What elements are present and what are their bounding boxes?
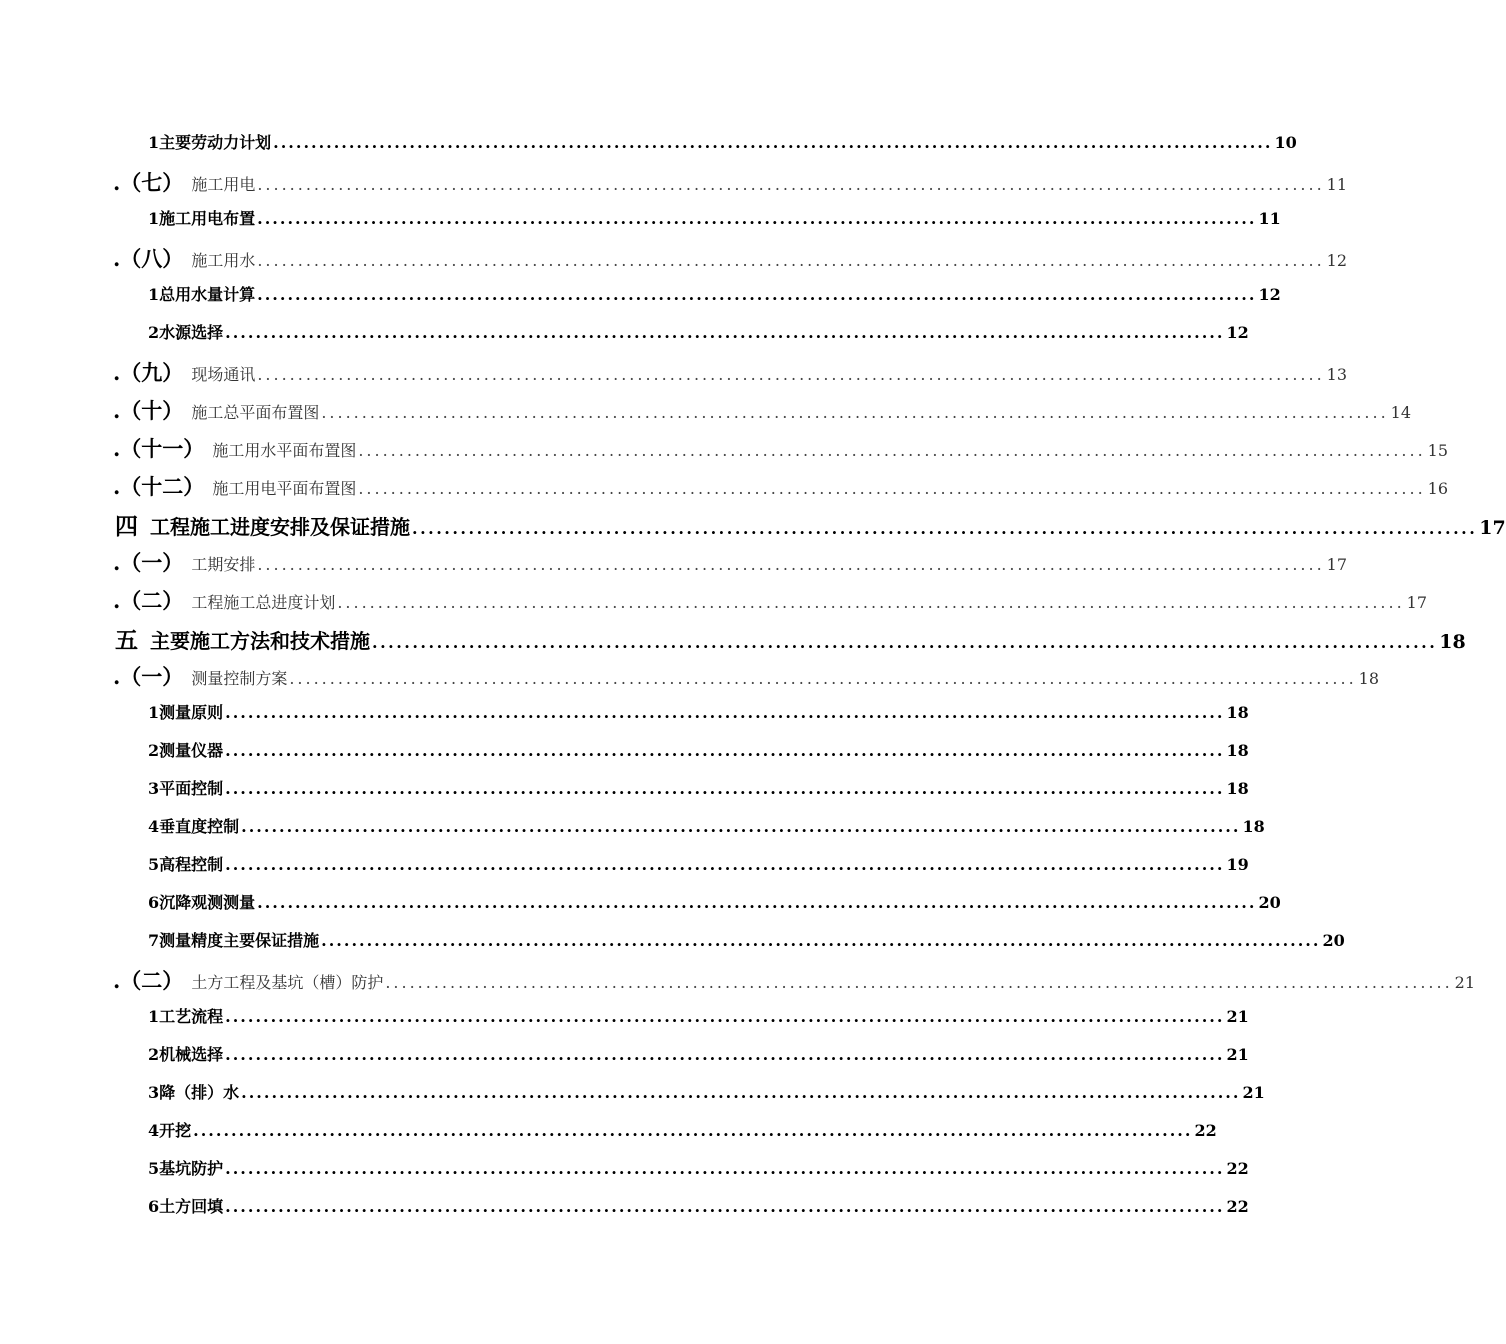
toc-leader: .................................................................................................................................... [241,1083,1241,1102]
toc-page-number: 18 [1226,703,1249,722]
toc-label: 施工用电平面布置图 [212,479,357,498]
toc-page-number: 16 [1427,479,1449,498]
toc-label: 降（排）水 [159,1083,240,1102]
toc-page-number: 21 [1454,973,1476,992]
toc-label: 开挖 [159,1121,192,1140]
toc-number: .（七） [113,170,184,195]
toc-leader: .................................................................................................................................... [358,479,1426,498]
toc-entry[interactable] [113,243,1348,273]
toc-leader: .................................................................................................................................... [225,1197,1225,1216]
toc-number: 2 [148,1045,160,1064]
toc-entry[interactable] [148,1080,1265,1103]
toc-entry[interactable] [148,928,1345,951]
toc-leader: .................................................................................................................................... [289,669,1357,688]
toc-page-number: 12 [1258,285,1281,304]
toc-page-number: 14 [1390,403,1412,422]
toc-leader: .................................................................................................................................... [257,365,1325,384]
toc-entry[interactable] [113,471,1449,501]
toc-entry[interactable] [113,433,1449,463]
toc-page-number: 22 [1226,1159,1249,1178]
toc-entry[interactable] [148,890,1281,913]
toc-label: 平面控制 [159,779,224,798]
toc-entry[interactable] [148,852,1249,875]
toc-number: 五 [115,627,138,654]
toc-entry[interactable] [113,661,1380,691]
toc-number: 1 [148,209,160,228]
toc-number: .（十一） [113,436,205,461]
toc-number: .（二） [113,588,184,613]
toc-page-number: 18 [1358,669,1380,688]
toc-number: .（八） [113,246,184,271]
toc-page-number: 22 [1194,1121,1217,1140]
toc-leader: .................................................................................................................................... [412,519,1478,538]
toc-page-number: 20 [1322,931,1345,950]
toc-page-number: 21 [1226,1045,1249,1064]
toc-page-number: 11 [1326,175,1348,194]
toc-number: 1 [148,1007,160,1026]
toc-leader: .................................................................................................................................... [225,1045,1225,1064]
toc-leader: .................................................................................................................................... [257,285,1257,304]
toc-label: 垂直度控制 [159,817,240,836]
toc-number: .（十二） [113,474,205,499]
toc-number: 1 [148,285,160,304]
toc-leader: .................................................................................................................................... [273,133,1273,152]
toc-page-number: 12 [1226,323,1249,342]
toc-label: 总用水量计算 [159,285,256,304]
toc-page-number: 18 [1242,817,1265,836]
toc-entry[interactable] [148,776,1249,799]
toc-number: 2 [148,741,160,760]
toc-number: .（九） [113,360,184,385]
toc-entry[interactable] [148,814,1265,837]
toc-entry[interactable] [148,700,1249,723]
toc-label: 施工用水平面布置图 [212,441,357,460]
toc-leader: .................................................................................................................................... [385,973,1453,992]
toc-entry[interactable] [113,547,1348,577]
toc-number: .（二） [113,968,184,993]
toc-label: 测量控制方案 [191,669,288,688]
toc-label: 工程施工总进度计划 [191,593,336,612]
toc-entry[interactable] [148,1042,1249,1065]
toc-page-number: 17 [1479,517,1506,539]
toc-leader: .................................................................................................................................... [257,555,1325,574]
toc-leader: .................................................................................................................................... [225,703,1225,722]
toc-entry[interactable] [148,1156,1249,1179]
toc-page-number: 21 [1242,1083,1265,1102]
toc-number: .（一） [113,550,184,575]
toc-number: 1 [148,133,160,152]
toc-leader: .................................................................................................................................... [358,441,1426,460]
toc-label: 测量仪器 [159,741,224,760]
toc-label: 工艺流程 [159,1007,224,1026]
toc-leader: .................................................................................................................................... [225,323,1225,342]
toc-label: 水源选择 [159,323,224,342]
toc-leader: .................................................................................................................................... [257,893,1257,912]
toc-page-number: 20 [1258,893,1281,912]
toc-number: 4 [148,817,160,836]
toc-page-number: 17 [1406,593,1428,612]
toc-label: 测量精度主要保证措施 [159,931,320,950]
toc-page-number: 18 [1226,741,1249,760]
toc-label: 工期安排 [191,555,256,574]
toc-leader: .................................................................................................................................... [257,175,1325,194]
toc-label: 施工用电布置 [159,209,256,228]
toc-leader: .................................................................................................................................... [372,633,1438,652]
toc-page-number: 19 [1226,855,1249,874]
toc-leader: .................................................................................................................................... [225,1007,1225,1026]
toc-page-number: 18 [1439,631,1466,653]
toc-label: 土方工程及基坑（槽）防护 [191,973,384,992]
toc-number: .（十） [113,398,184,423]
toc-page-number: 18 [1226,779,1249,798]
toc-number: 1 [148,703,160,722]
toc-leader: .................................................................................................................................... [337,593,1405,612]
toc-entry[interactable] [115,622,1466,655]
toc-label: 工程施工进度安排及保证措施 [150,515,410,539]
toc-entry[interactable] [113,585,1428,615]
toc-number: 5 [148,855,160,874]
toc-leader: .................................................................................................................................... [257,251,1325,270]
toc-label: 施工用水 [191,251,256,270]
toc-label: 现场通讯 [191,365,256,384]
toc-label: 施工总平面布置图 [191,403,320,422]
toc-number: 4 [148,1121,160,1140]
toc-label: 主要施工方法和技术措施 [150,629,370,653]
toc-label: 基坑防护 [159,1159,224,1178]
toc-leader: .................................................................................................................................... [241,817,1241,836]
toc-leader: .................................................................................................................................... [193,1121,1193,1140]
toc-leader: .................................................................................................................................... [321,931,1321,950]
toc-leader: .................................................................................................................................... [321,403,1389,422]
toc-label: 高程控制 [159,855,224,874]
toc-page-number: 11 [1258,209,1281,228]
toc-page-number: 17 [1326,555,1348,574]
toc-entry[interactable] [148,320,1249,343]
toc-label: 测量原则 [159,703,224,722]
toc-label: 沉降观测测量 [159,893,256,912]
toc-page-number: 21 [1226,1007,1249,1026]
toc-leader: .................................................................................................................................... [225,1159,1225,1178]
toc-entry[interactable] [148,1004,1249,1027]
toc-label: 机械选择 [159,1045,224,1064]
toc-number: 6 [148,1197,160,1216]
toc-entry[interactable] [113,167,1348,197]
toc-entry[interactable] [148,206,1281,229]
toc-page-number: 22 [1226,1197,1249,1216]
toc-number: 3 [148,1083,160,1102]
toc-entry[interactable] [148,282,1281,305]
toc-number: 6 [148,893,160,912]
toc-label: 主要劳动力计划 [159,133,272,152]
toc-page-number: 15 [1427,441,1449,460]
toc-number: 四 [115,513,138,540]
toc-number: 7 [148,931,160,950]
toc-page-number: 13 [1326,365,1348,384]
toc-number: 5 [148,1159,160,1178]
toc-entry[interactable] [148,130,1297,153]
toc-entry[interactable] [113,395,1412,425]
toc-page-number: 10 [1274,133,1297,152]
toc-label: 施工用电 [191,175,256,194]
toc-entry[interactable] [148,1118,1217,1141]
toc-number: 3 [148,779,160,798]
toc-entry[interactable] [115,508,1506,541]
toc-page-number: 12 [1326,251,1348,270]
toc-number: 2 [148,323,160,342]
toc-entry[interactable] [148,738,1249,761]
toc-entry[interactable] [113,357,1348,387]
toc-leader: .................................................................................................................................... [225,855,1225,874]
toc-leader: .................................................................................................................................... [257,209,1257,228]
toc-number: .（一） [113,664,184,689]
toc-entry[interactable] [113,965,1476,995]
toc-entry[interactable] [148,1194,1249,1217]
toc-leader: .................................................................................................................................... [225,779,1225,798]
toc-label: 土方回填 [159,1197,224,1216]
toc-leader: .................................................................................................................................... [225,741,1225,760]
